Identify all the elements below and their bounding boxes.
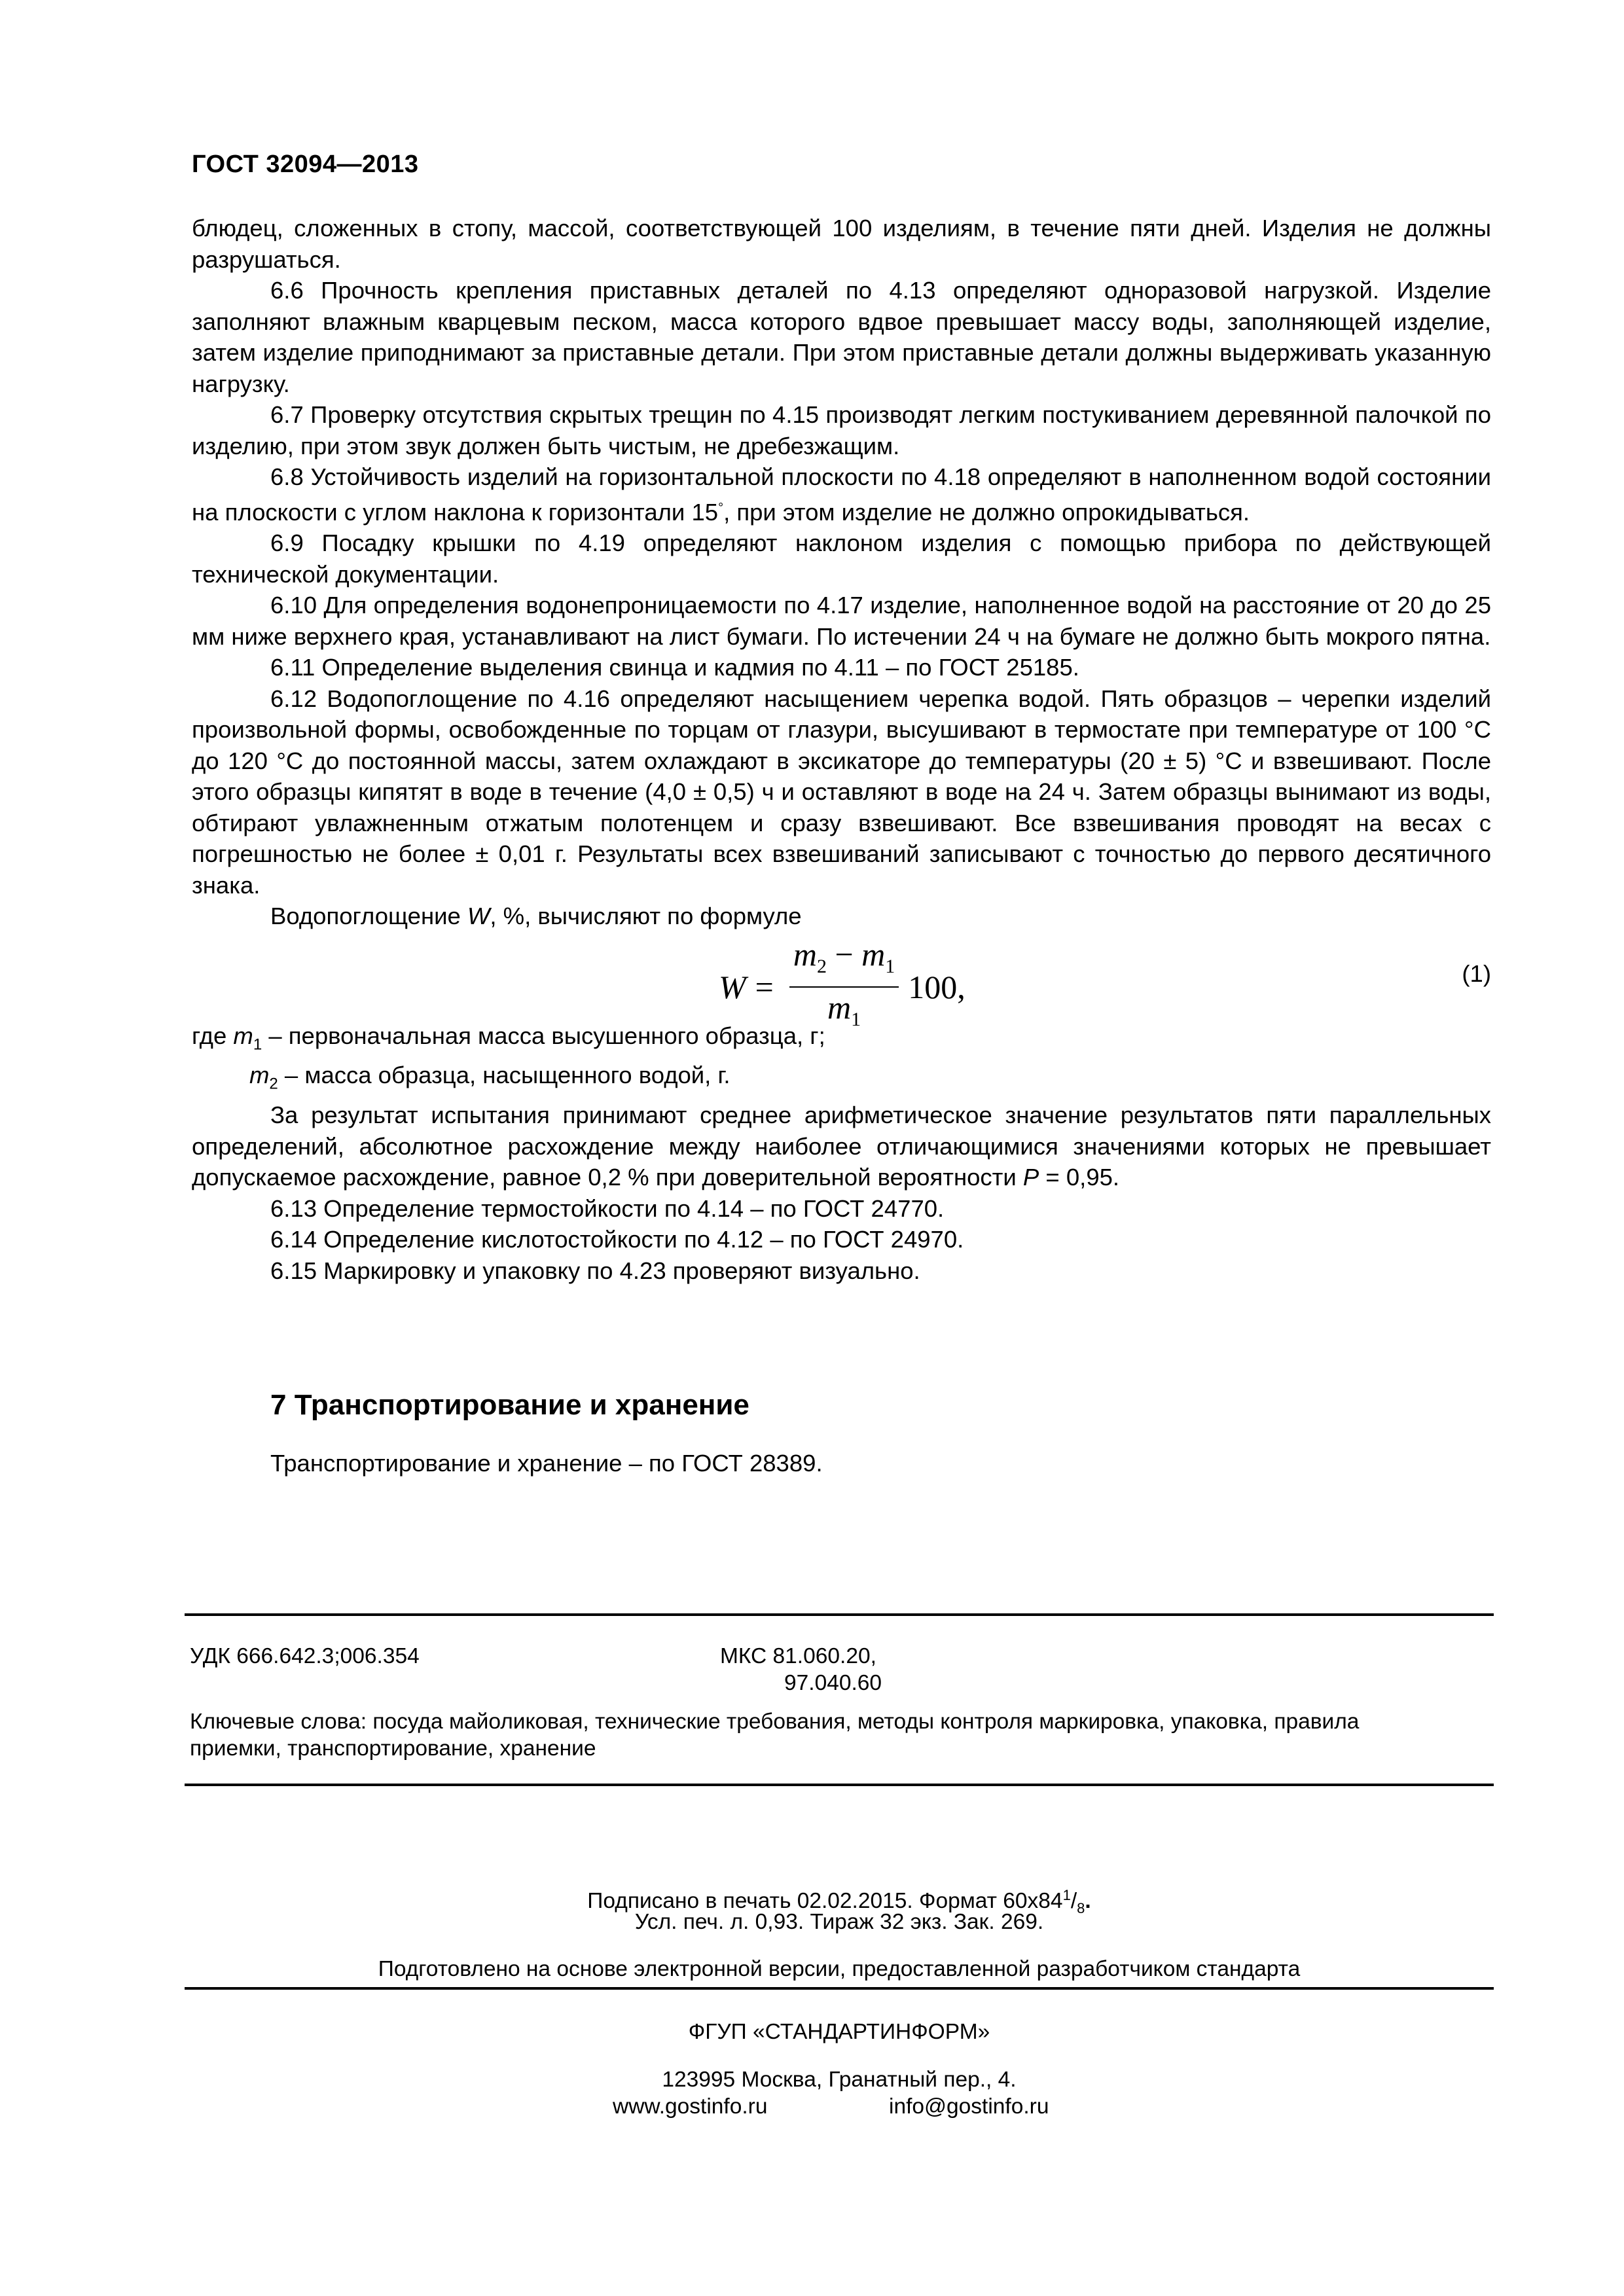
paragraph-6-10: 6.10 Для определения водонепроницаемости по 4.17 изделие, наполненное водой на расстояние от 20 до 25 мм ниже верхнего края, устанавливают на лист бумаги. По истечении 24 ч на бумаге не должно быть мокрого пятна. — [192, 592, 1491, 650]
publisher-name: ФГУП «СТАНДАРТИНФОРМ» — [688, 2020, 990, 2044]
formula-intro-post: , %, вычисляют по формуле — [490, 903, 802, 930]
paragraph-6-13: 6.13 Определение термостойкости по 4.14 – по ГОСТ 24770. — [270, 1194, 945, 1222]
where-m1-sub: 1 — [253, 1035, 262, 1053]
formula-block — [192, 932, 1491, 1030]
formula-num-m2: m — [793, 935, 817, 973]
paragraph-6-8-text-a: 6.8 Устойчивость изделий на горизонтальной плоскости по 4.18 определяют в наполненном водой состоянии на плоскости с углом наклона к горизонтали 15 — [192, 463, 1491, 526]
formula-intro-pre: Водопоглощение — [270, 903, 467, 930]
paragraph-result — [192, 1100, 1491, 1193]
paragraph-6-15: 6.15 Маркировку и упаковку по 4.23 проверяют визуально. — [270, 1257, 920, 1284]
publisher-email: info@gostinfo.ru — [889, 2094, 1049, 2119]
formula-fraction — [789, 937, 899, 1038]
paragraph-6-9: 6.9 Посадку крышки по 4.19 определяют наклоном изделия с помощью прибора по действующей технической документации. — [192, 529, 1491, 588]
formula-denominator — [827, 988, 861, 1038]
mks-code-1: МКС 81.060.20, — [720, 1644, 876, 1668]
keywords-line-1: Ключевые слова: посуда майоликовая, технические требования, методы контроля маркировка, упаковка, правила — [190, 1710, 1360, 1734]
footer-bottom-rule — [185, 1987, 1494, 1990]
formula-num-m2-sub: 2 — [816, 955, 827, 977]
prepared-note: Подготовлено на основе электронной версии, предоставленной разработчиком стандарта — [378, 1957, 1301, 1981]
keywords-line-2: приемки, транспортирование, хранение — [190, 1736, 596, 1761]
formula-intro-var: W — [467, 903, 490, 930]
paragraph-6-14: 6.14 Определение кислотостойкости по 4.12 – по ГОСТ 24970. — [270, 1226, 964, 1253]
formula-numerator — [789, 937, 899, 988]
publisher-website: www.gostinfo.ru — [613, 2094, 768, 2119]
formula-equals: = — [755, 968, 774, 1005]
where-m1-var: m — [233, 1022, 253, 1049]
formula-num-m1-sub: 1 — [885, 955, 895, 977]
footer-top-rule — [185, 1613, 1494, 1616]
format-end: . — [1085, 1889, 1091, 1914]
udk-code: УДК 666.642.3;006.354 — [190, 1644, 420, 1668]
result-tail: = 0,95. — [1039, 1164, 1120, 1191]
where-m2 — [192, 1060, 1491, 1100]
mks-code-2: 97.040.60 — [784, 1671, 882, 1695]
formula-den-m1-sub: 1 — [851, 1008, 861, 1030]
page-header-doc-number: ГОСТ 32094—2013 — [192, 151, 419, 178]
print-details: Усл. печ. л. 0,93. Тираж 32 экз. Зак. 269. — [634, 1910, 1044, 1934]
formula-minus: − — [826, 935, 862, 973]
section-7-title: 7 Транспортирование и хранение — [270, 1389, 749, 1421]
section-7-text: Транспортирование и хранение – по ГОСТ 28389. — [270, 1450, 823, 1477]
formula-lhs: W — [719, 968, 746, 1005]
format-sub: 8 — [1077, 1899, 1085, 1916]
paragraph-6-8-text-b: , при этом изделие не должно опрокидываться. — [723, 498, 1250, 526]
format-slash: / — [1070, 1889, 1077, 1914]
publisher-address: 123995 Москва, Гранатный пер., 4. — [662, 2068, 1017, 2092]
formula-intro — [192, 901, 1491, 932]
paragraph-6-11: 6.11 Определение выделения свинца и кадмия по 4.11 – по ГОСТ 25185. — [270, 654, 1079, 681]
where-m2-var: m — [249, 1062, 270, 1089]
result-text: За результат испытания принимают среднее арифметическое значение результатов пяти параллельных определений, абсолютное расхождение между наиболее отличающимися значениями которых не превышает допускаемое расхождение, равное 0,2 % при доверительной вероятности — [192, 1102, 1491, 1191]
paragraph-continuation: блюдец, сложенных в стопу, массой, соответствующей 100 изделиям, в течение пяти дней. Изделия не должны разрушаться. — [192, 215, 1491, 273]
formula-factor: 100, — [908, 968, 965, 1005]
degree-sign: ° — [718, 500, 724, 515]
main-text — [192, 213, 1491, 1286]
paragraph-6-6: 6.6 Прочность крепления приставных деталей по 4.13 определяют одноразовой нагрузкой. Изделие заполняют влажным кварцевым песком, масса которого вдвое превышает массу воды, заполняющей изделие, затем изделие приподнимают за приставные детали. При этом приставные детали должны выдерживать указанную нагрузку. — [192, 277, 1491, 397]
formula-den-m1: m — [827, 988, 852, 1026]
where-m1-text: – первоначальная масса высушенного образца, г; — [262, 1022, 825, 1049]
paragraph-6-7: 6.7 Проверку отсутствия скрытых трещин по 4.15 производят легким постукиванием деревянной палочкой по изделию, при этом звук должен быть чистым, не дребезжащим. — [192, 401, 1491, 459]
footer-middle-rule — [185, 1784, 1494, 1786]
format-sup: 1 — [1062, 1887, 1071, 1903]
paragraph-6-12: 6.12 Водопоглощение по 4.16 определяют насыщением черепка водой. Пять образцов – черепки изделий произвольной формы, освобожденные по торцам от глазури, высушивают в термостате при температуре от 100 °С до 120 °С до постоянной массы, затем охлаждают в эксикаторе до температуры (20 ± 5) °С и взвешивают. После этого образцы кипятят в воде в течение (4,0 ± 0,5) ч и оставляют в воде на 24 ч. Затем образцы вынимают из воды, обтирают увлажненным отжатым полотенцем и сразу взвешивают. Все взвешивания проводят на весах с погрешностью не более ± 0,01 г. Результаты всех взвешиваний записывают с точностью до первого десятичного знака. — [192, 685, 1491, 899]
signed-text: Подписано в печать 02.02.2015. Формат 60х84 — [587, 1889, 1063, 1914]
result-var: P — [1022, 1164, 1039, 1191]
formula-water-absorption — [719, 937, 965, 1038]
where-m2-text: – масса образца, насыщенного водой, г. — [278, 1062, 731, 1089]
formula-num-m1: m — [861, 935, 886, 973]
paragraph-6-8 — [192, 461, 1491, 528]
where-m2-sub: 2 — [269, 1075, 278, 1093]
where-label: где — [192, 1022, 234, 1049]
formula-number: (1) — [1462, 960, 1491, 987]
